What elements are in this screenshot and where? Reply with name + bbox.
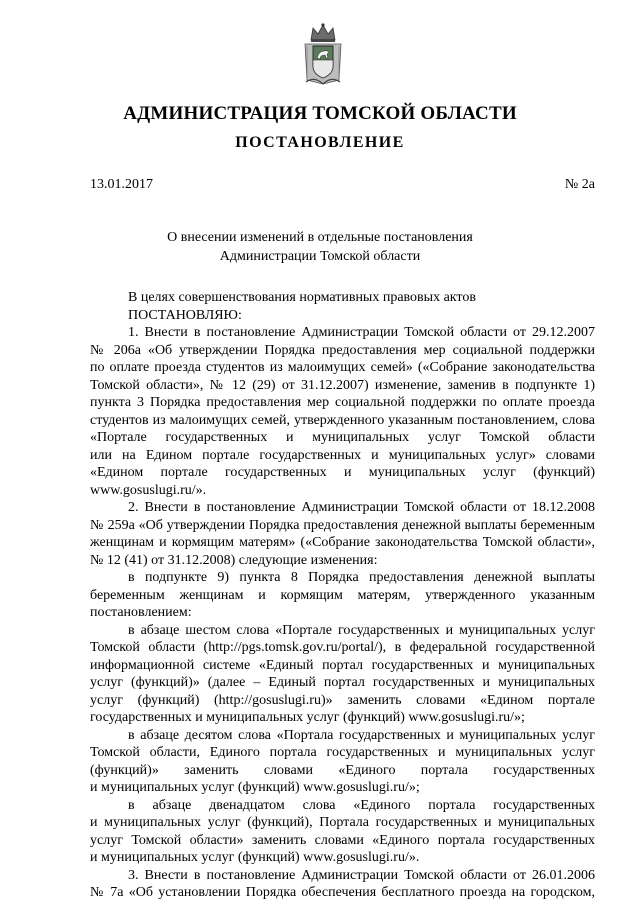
body-text-line: услуг Томской области» заменить словами «Единого портала государственных	[90, 832, 595, 848]
organization-title: АДМИНИСТРАЦИЯ ТОМСКОЙ ОБЛАСТИ	[123, 103, 517, 124]
body-text-line: Томской области, Единого портала государственных и муниципальных услуг	[90, 745, 595, 760]
document-subject	[0, 228, 640, 266]
body-text-line: услуг (функций) (http://gosuslugi.ru)» заменить словами «Едином портале	[90, 692, 595, 708]
body-text-line: 3. Внести в постановление Администрации Томской области от 26.01.2006	[128, 867, 595, 883]
body-text-line: услуг (функций)» (далее – Единый портал государственных и муниципальных	[90, 675, 595, 690]
body-text-line: постановлением:	[90, 605, 192, 620]
body-text-line: (функций)» заменить словами «Единого портала государственных	[90, 762, 595, 778]
body-text-line: 1. Внести в постановление Администрации Томской области от 29.12.2007	[128, 325, 595, 340]
body-text-line: в абзаце шестом слова «Портале государственных и муниципальных услуг	[128, 622, 595, 638]
body-text-line: В целях совершенствования нормативных правовых актов	[128, 290, 476, 305]
body-text-line: и муниципальных услуг (функций), Портала государственных и муниципальных	[90, 815, 595, 830]
body-text-line: «Портале государственных и муниципальных услуг Томской области	[90, 430, 595, 445]
body-text-line: пункта 3 Порядка предоставления мер социальной поддержки по оплате проезда	[90, 395, 595, 410]
subject-line: О внесении изменений в отдельные постановления	[167, 230, 473, 245]
body-text-line: в абзаце двенадцатом слова «Единого портала государственных	[128, 797, 595, 813]
body-text-line: 2. Внести в постановление Администрации Томской области от 18.12.2008	[128, 500, 595, 515]
document-body	[90, 289, 595, 902]
coat-of-arms-icon	[303, 22, 343, 86]
subject-line: Администрации Томской области	[219, 249, 421, 264]
document-number: № 2а	[564, 177, 595, 192]
body-text-line: Томской области (http://pgs.tomsk.gov.ru/portal/), в федеральной государственной	[90, 640, 595, 655]
body-text-line: или на Едином портале государственных и муниципальных услуг» словами	[90, 447, 595, 463]
body-text-line: беременным женщинам и кормящим матерям, утвержденного указанным	[90, 587, 595, 603]
body-text-line: в абзаце десятом слова «Портала государственных и муниципальных услуг	[128, 727, 595, 743]
body-text-line: студентов из малоимущих семей, утвержденного указанным постановлением, слова	[90, 412, 595, 428]
body-text-line: Томской области», № 12 (29) от 31.12.2007) изменение, заменив в подпункте 1)	[90, 377, 595, 393]
body-text-line: по оплате проезда студентов из малоимущих семей» («Собрание законодательства	[90, 360, 595, 375]
body-text-line: в подпункте 9) пункта 8 Порядка предоставления денежной выплаты	[128, 570, 595, 585]
body-text-line: www.gosuslugi.ru/».	[90, 482, 207, 498]
body-text-line: № 12 (41) от 31.12.2008) следующие изменения:	[90, 552, 378, 568]
body-text-line: женщинам и кормящим матерям» («Собрание законодательства Томской области»,	[90, 535, 595, 550]
body-text-line: № 7а «Об установлении Порядка обеспечения бесплатного проезда на городском,	[90, 885, 595, 900]
body-text-line: № 259а «Об утверждении Порядка предоставления денежной выплаты беременным	[90, 517, 595, 533]
body-text-line: информационной системе «Единый портал государственных и муниципальных	[90, 657, 595, 673]
body-text-line: ПОСТАНОВЛЯЮ:	[128, 307, 242, 323]
document-type-title: ПОСТАНОВЛЕНИЕ	[235, 134, 405, 151]
body-text-line: № 206а «Об утверждении Порядка предоставления мер социальной поддержки	[90, 342, 595, 358]
body-text-line: и муниципальных услуг (функций) www.gosuslugi.ru/»;	[90, 780, 420, 795]
body-text-line: «Едином портале государственных и муниципальных услуг (функций)	[90, 465, 595, 480]
body-text-line: и муниципальных услуг (функций) www.gosuslugi.ru/».	[90, 850, 420, 865]
body-text-line: государственных и муниципальных услуг (функций) www.gosuslugi.ru/»;	[90, 710, 525, 725]
document-date: 13.01.2017	[90, 177, 153, 192]
